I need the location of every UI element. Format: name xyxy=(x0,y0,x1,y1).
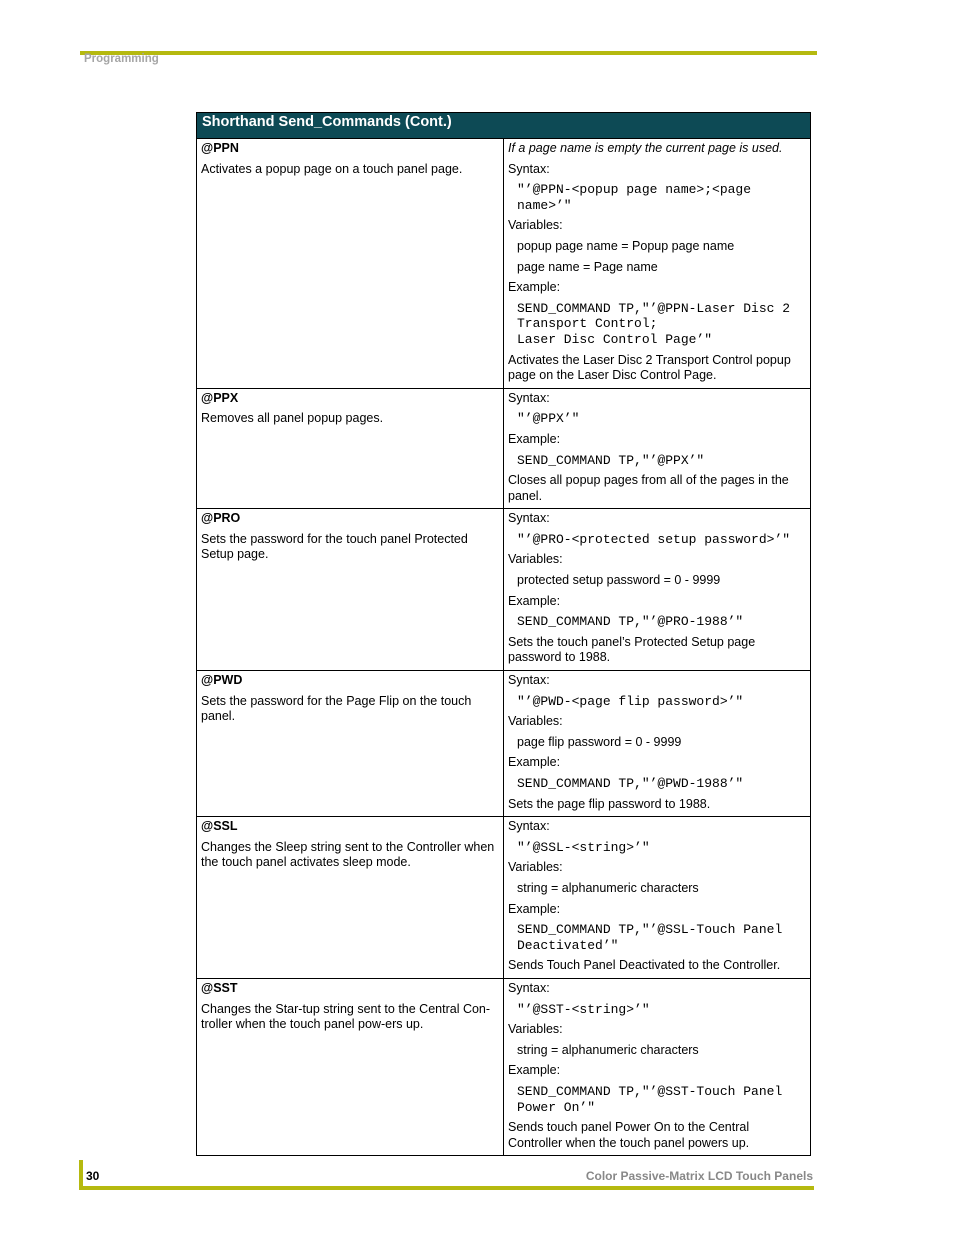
command-name: @PPN xyxy=(201,141,239,155)
example-label: Example: xyxy=(508,431,561,446)
commands-table xyxy=(196,112,811,1156)
details-cell xyxy=(504,139,811,389)
example-code: SEND_COMMAND TP,"’@PRO-1988’" xyxy=(517,614,744,630)
variables-label: Variables: xyxy=(508,714,563,729)
bottom-rule xyxy=(79,1186,814,1190)
usage-note: If a page name is empty the current page is used. xyxy=(508,141,783,155)
variable-item: protected setup password = 0 - 9999 xyxy=(517,573,721,588)
example-code: SEND_COMMAND TP,"’@SSL-Touch Panel Deactivated’" xyxy=(517,922,783,953)
details-cell xyxy=(504,509,811,671)
syntax-code: "’@SST-<string>’" xyxy=(517,1001,650,1017)
command-description: Activates a popup page on a touch panel page. xyxy=(201,161,463,176)
variables-label: Variables: xyxy=(508,218,563,233)
syntax-label: Syntax: xyxy=(508,390,550,405)
syntax-code: "’@PRO-<protected setup password>’" xyxy=(517,531,791,547)
table-row xyxy=(197,509,811,671)
command-description: Changes the Sleep string sent to the Controller when the touch panel activates sleep mode. xyxy=(201,839,495,870)
command-cell xyxy=(197,978,504,1155)
example-label: Example: xyxy=(508,901,561,916)
table-title: Shorthand Send_Commands (Cont.) xyxy=(197,113,811,139)
command-description: Sets the password for the touch panel Protected Setup page. xyxy=(201,531,468,562)
command-name: @SST xyxy=(201,980,238,995)
example-code: SEND_COMMAND TP,"’@PWD-1988’" xyxy=(517,776,744,791)
footer-doc-title: Color Passive-Matrix LCD Touch Panels xyxy=(585,1169,813,1183)
example-label: Example: xyxy=(508,280,561,295)
variables-label: Variables: xyxy=(508,860,563,875)
table-row xyxy=(197,671,811,817)
syntax-label: Syntax: xyxy=(508,819,550,834)
example-result: Sends Touch Panel Deactivated to the Controller. xyxy=(508,958,781,973)
details-cell xyxy=(504,978,811,1155)
example-code: Laser Disc Control Page’" xyxy=(517,331,713,347)
details-cell xyxy=(504,388,811,509)
command-description: Removes all panel popup pages. xyxy=(201,411,384,426)
syntax-code: "’@PPN-<popup page name>;<page name>’" xyxy=(517,182,752,213)
example-label: Example: xyxy=(508,755,561,770)
command-cell xyxy=(197,817,504,979)
command-cell xyxy=(197,509,504,671)
example-result: Sends touch panel Power On to the Central Controller when the touch panel powers up. xyxy=(508,1120,750,1150)
example-label: Example: xyxy=(508,1063,561,1078)
syntax-code: "’@PWD-<page flip password>’" xyxy=(517,693,744,709)
command-description: Sets the password for the Page Flip on the touch panel. xyxy=(201,693,472,724)
syntax-label: Syntax: xyxy=(508,980,550,995)
example-result: Sets the page flip password to 1988. xyxy=(508,796,711,811)
variable-item: popup page name = Popup page name xyxy=(517,238,735,253)
command-cell xyxy=(197,671,504,817)
syntax-label: Syntax: xyxy=(508,673,550,688)
command-cell xyxy=(197,139,504,389)
command-name: @PWD xyxy=(201,673,243,688)
example-result: Activates the Laser Disc 2 Transport Control popup page on the Laser Disc Control Page. xyxy=(508,352,791,383)
variables-label: Variables: xyxy=(508,552,563,567)
variables-label: Variables: xyxy=(508,1022,563,1037)
command-name: @PPX xyxy=(201,390,239,405)
example-result: Closes all popup pages from all of the pages in the panel. xyxy=(508,473,789,503)
details-cell xyxy=(504,671,811,817)
variable-item: page flip password = 0 - 9999 xyxy=(517,734,682,749)
page-number: 30 xyxy=(86,1169,100,1183)
command-name: @PRO xyxy=(201,511,241,526)
command-name: @SSL xyxy=(201,819,238,834)
command-cell xyxy=(197,388,504,509)
example-label: Example: xyxy=(508,593,561,608)
command-description: Changes the Star-tup string sent to the Central Con-troller when the touch panel pow-ers up. xyxy=(201,1001,491,1032)
table-row xyxy=(197,139,811,389)
syntax-label: Syntax: xyxy=(508,511,550,526)
variable-item: string = alphanumeric characters xyxy=(517,880,699,895)
example-code: SEND_COMMAND TP,"’@PPN-Laser Disc 2 Transport Control; xyxy=(517,300,791,332)
top-rule xyxy=(80,51,817,55)
example-code: SEND_COMMAND TP,"’@PPX’" xyxy=(517,452,705,468)
example-result: Sets the touch panel’s Protected Setup page password to 1988. xyxy=(508,634,756,665)
syntax-label: Syntax: xyxy=(508,161,550,176)
syntax-code: "’@SSL-<string>’" xyxy=(517,839,650,855)
section-label: Programming xyxy=(84,53,159,65)
table-row xyxy=(197,388,811,509)
table-row xyxy=(197,978,811,1155)
table-body xyxy=(197,139,811,1156)
variable-item: page name = Page name xyxy=(517,259,658,274)
example-code: SEND_COMMAND TP,"’@SST-Touch Panel Power On’" xyxy=(517,1083,783,1115)
variable-item: string = alphanumeric characters xyxy=(517,1042,699,1057)
syntax-code: "’@PPX’" xyxy=(517,411,580,427)
table-row xyxy=(197,817,811,979)
details-cell xyxy=(504,817,811,979)
